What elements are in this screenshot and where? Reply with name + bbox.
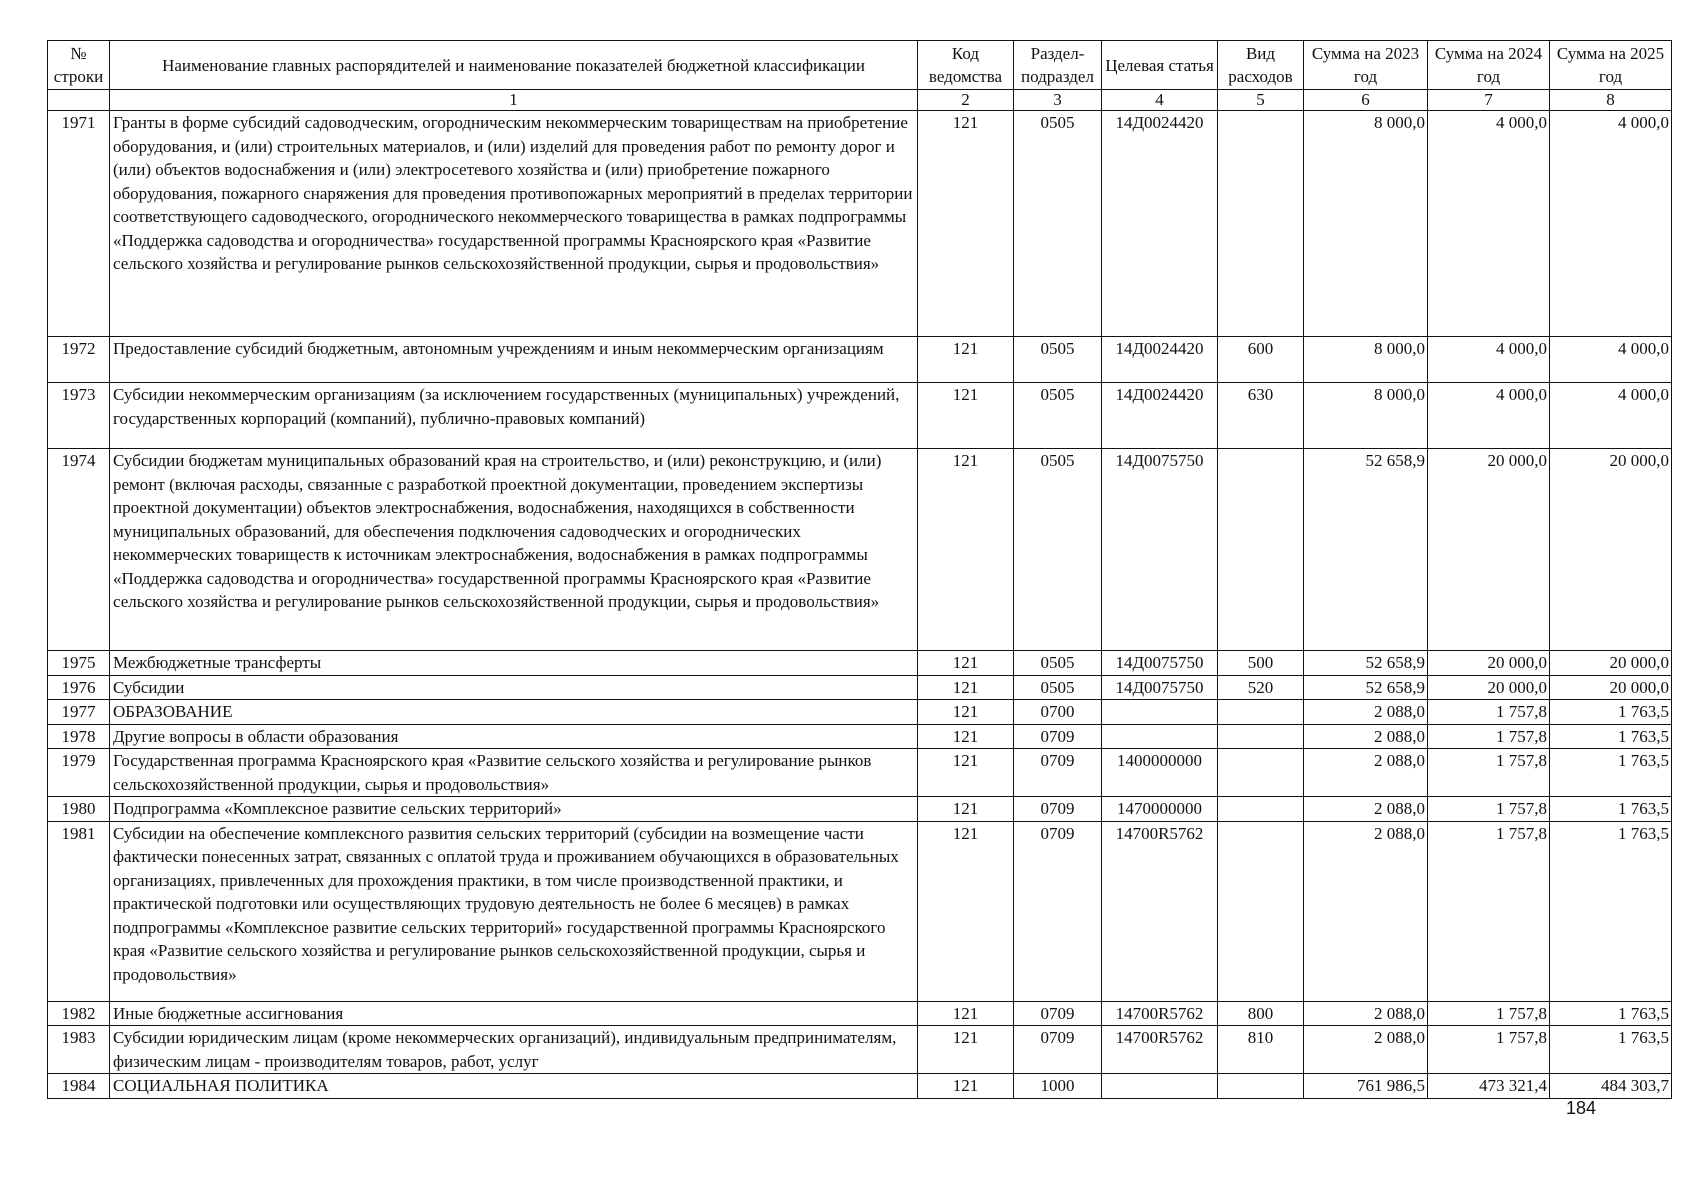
department-code: 121 [918, 797, 1014, 822]
sum-2024: 20 000,0 [1428, 675, 1550, 700]
table-body [48, 111, 1672, 1099]
target-article: 14700R5762 [1102, 821, 1218, 1001]
sum-2023: 2 088,0 [1304, 724, 1428, 749]
expense-kind [1218, 449, 1304, 651]
row-number: 1973 [48, 383, 110, 449]
table-row [48, 383, 1672, 449]
row-number: 1982 [48, 1001, 110, 1026]
row-number: 1974 [48, 449, 110, 651]
department-code: 121 [918, 449, 1014, 651]
sum-2024: 473 321,4 [1428, 1074, 1550, 1099]
sum-2023: 2 088,0 [1304, 821, 1428, 1001]
row-name: Гранты в форме субсидий садоводческим, огородническим некоммерческим товариществам на приобретение оборудования, и (или) строительных материалов, и (или) изделий для проведения работ по ремонту дорог и (или) объектов водоснабжения и (или) электросетевого хозяйства и (или) приобретение пожарного оборудования, пожарного снаряжения для проведения противопожарных мероприятий в пределах территории соответствующего садоводческого, огороднического некоммерческого товарищества в рамках подпрограммы «Поддержка садоводства и огородничества» государственной программы Красноярского края «Развитие сельского хозяйства и регулирование рынков сельскохозяйственной продукции, сырья и продовольствия» [110, 111, 918, 337]
column-number: 2 [918, 90, 1014, 111]
row-number: 1983 [48, 1026, 110, 1074]
sum-2025: 1 763,5 [1550, 797, 1672, 822]
target-article: 14Д0075750 [1102, 651, 1218, 676]
sum-2023: 761 986,5 [1304, 1074, 1428, 1099]
sum-2025: 20 000,0 [1550, 449, 1672, 651]
column-number-row [48, 90, 1672, 111]
department-code: 121 [918, 337, 1014, 383]
section-code: 0709 [1014, 1026, 1102, 1074]
page-number: 184 [1566, 1098, 1597, 1118]
expense-kind: 600 [1218, 337, 1304, 383]
target-article: 1400000000 [1102, 749, 1218, 797]
table-row [48, 724, 1672, 749]
sum-2023: 52 658,9 [1304, 675, 1428, 700]
sum-2023: 52 658,9 [1304, 449, 1428, 651]
target-article [1102, 700, 1218, 725]
sum-2023: 8 000,0 [1304, 383, 1428, 449]
row-name: Другие вопросы в области образования [110, 724, 918, 749]
header-row [48, 41, 1672, 90]
expense-kind [1218, 111, 1304, 337]
sum-2023: 8 000,0 [1304, 337, 1428, 383]
sum-2024: 1 757,8 [1428, 797, 1550, 822]
sum-2025: 484 303,7 [1550, 1074, 1672, 1099]
row-name: Субсидии бюджетам муниципальных образований края на строительство, и (или) реконструкцию, и (или) ремонт (включая расходы, связанные с разработкой проектной документации, проведением экспертизы проектной документации) объектов электроснабжения, водоснабжения, находящихся в собственности муниципальных образований, для обеспечения подключения садоводческих и огороднических некоммерческих товариществ к источникам электроснабжения, водоснабжения в рамках подпрограммы «Поддержка садоводства и огородничества» государственной программы Красноярского края «Развитие сельского хозяйства и регулирование рынков сельскохозяйственной продукции, сырья и продовольствия» [110, 449, 918, 651]
section-code: 0505 [1014, 337, 1102, 383]
sum-2025: 1 763,5 [1550, 724, 1672, 749]
sum-2023: 2 088,0 [1304, 749, 1428, 797]
row-number: 1975 [48, 651, 110, 676]
department-code: 121 [918, 724, 1014, 749]
sum-2024: 1 757,8 [1428, 724, 1550, 749]
expense-kind [1218, 700, 1304, 725]
row-name: СОЦИАЛЬНАЯ ПОЛИТИКА [110, 1074, 918, 1099]
header-name: Наименование главных распорядителей и наименование показателей бюджетной классификации [110, 41, 918, 90]
header-section: Раздел-подраздел [1014, 41, 1102, 90]
sum-2024: 4 000,0 [1428, 337, 1550, 383]
target-article: 1470000000 [1102, 797, 1218, 822]
row-number: 1980 [48, 797, 110, 822]
row-name: Предоставление субсидий бюджетным, автономным учреждениям и иным некоммерческим организациям [110, 337, 918, 383]
target-article [1102, 1074, 1218, 1099]
sum-2025: 4 000,0 [1550, 111, 1672, 337]
table-row [48, 1074, 1672, 1099]
sum-2025: 20 000,0 [1550, 651, 1672, 676]
expense-kind [1218, 749, 1304, 797]
table-row [48, 797, 1672, 822]
department-code: 121 [918, 1001, 1014, 1026]
row-name: Иные бюджетные ассигнования [110, 1001, 918, 1026]
sum-2023: 2 088,0 [1304, 1026, 1428, 1074]
table-row [48, 651, 1672, 676]
target-article: 14Д0024420 [1102, 111, 1218, 337]
row-number: 1972 [48, 337, 110, 383]
sum-2025: 1 763,5 [1550, 1001, 1672, 1026]
row-number: 1977 [48, 700, 110, 725]
row-name: Субсидии на обеспечение комплексного развития сельских территорий (субсидии на возмещение части фактически понесенных затрат, связанных с оплатой труда и проживанием обучающихся в образовательных организациях, привлеченных для прохождения практики, в том числе производственной практики, и практической подготовки или осуществляющих трудовую деятельность не более 6 месяцев) в рамках подпрограммы «Комплексное развитие сельских территорий» государственной программы Красноярского края «Развитие сельского хозяйства и регулирование рынков сельскохозяйственной продукции, сырья и продовольствия» [110, 821, 918, 1001]
sum-2024: 20 000,0 [1428, 449, 1550, 651]
header-department-code: Код ведомства [918, 41, 1014, 90]
sum-2025: 20 000,0 [1550, 675, 1672, 700]
budget-table [47, 40, 1672, 1099]
header-row-number: № строки [48, 41, 110, 90]
table-row [48, 1001, 1672, 1026]
section-code: 0700 [1014, 700, 1102, 725]
table-row [48, 700, 1672, 725]
row-number: 1984 [48, 1074, 110, 1099]
row-name: Межбюджетные трансферты [110, 651, 918, 676]
expense-kind: 630 [1218, 383, 1304, 449]
expense-kind: 500 [1218, 651, 1304, 676]
expense-kind: 810 [1218, 1026, 1304, 1074]
header-target-article: Целевая статья [1102, 41, 1218, 90]
target-article [1102, 724, 1218, 749]
section-code: 0709 [1014, 1001, 1102, 1026]
department-code: 121 [918, 821, 1014, 1001]
table-row [48, 449, 1672, 651]
expense-kind [1218, 821, 1304, 1001]
sum-2023: 2 088,0 [1304, 700, 1428, 725]
section-code: 0505 [1014, 449, 1102, 651]
section-code: 0505 [1014, 383, 1102, 449]
expense-kind [1218, 797, 1304, 822]
sum-2024: 4 000,0 [1428, 111, 1550, 337]
department-code: 121 [918, 700, 1014, 725]
row-number: 1981 [48, 821, 110, 1001]
row-number: 1979 [48, 749, 110, 797]
section-code: 0709 [1014, 821, 1102, 1001]
column-number: 6 [1304, 90, 1428, 111]
target-article: 14700R5762 [1102, 1026, 1218, 1074]
row-name: Субсидии юридическим лицам (кроме некоммерческих организаций), индивидуальным предпринимателям, физическим лицам - производителям товаров, работ, услуг [110, 1026, 918, 1074]
column-number: 5 [1218, 90, 1304, 111]
section-code: 0709 [1014, 749, 1102, 797]
sum-2024: 1 757,8 [1428, 749, 1550, 797]
table-row [48, 111, 1672, 337]
table-row [48, 821, 1672, 1001]
row-number: 1978 [48, 724, 110, 749]
header-expense-kind: Вид расходов [1218, 41, 1304, 90]
target-article: 14700R5762 [1102, 1001, 1218, 1026]
sum-2023: 2 088,0 [1304, 1001, 1428, 1026]
target-article: 14Д0075750 [1102, 449, 1218, 651]
department-code: 121 [918, 1074, 1014, 1099]
row-name: ОБРАЗОВАНИЕ [110, 700, 918, 725]
sum-2023: 52 658,9 [1304, 651, 1428, 676]
sum-2023: 2 088,0 [1304, 797, 1428, 822]
expense-kind: 520 [1218, 675, 1304, 700]
header-sum-2024: Сумма на 2024 год [1428, 41, 1550, 90]
section-code: 1000 [1014, 1074, 1102, 1099]
section-code: 0505 [1014, 111, 1102, 337]
sum-2024: 1 757,8 [1428, 1001, 1550, 1026]
department-code: 121 [918, 111, 1014, 337]
header-sum-2025: Сумма на 2025 год [1550, 41, 1672, 90]
sum-2025: 1 763,5 [1550, 821, 1672, 1001]
sum-2024: 1 757,8 [1428, 700, 1550, 725]
sum-2025: 1 763,5 [1550, 749, 1672, 797]
expense-kind [1218, 724, 1304, 749]
expense-kind [1218, 1074, 1304, 1099]
column-number-blank [48, 90, 110, 111]
sum-2024: 1 757,8 [1428, 821, 1550, 1001]
row-number: 1971 [48, 111, 110, 337]
section-code: 0709 [1014, 797, 1102, 822]
table-row [48, 749, 1672, 797]
sum-2024: 4 000,0 [1428, 383, 1550, 449]
department-code: 121 [918, 383, 1014, 449]
column-number: 7 [1428, 90, 1550, 111]
column-number: 3 [1014, 90, 1102, 111]
row-name: Подпрограмма «Комплексное развитие сельских территорий» [110, 797, 918, 822]
sum-2024: 1 757,8 [1428, 1026, 1550, 1074]
row-name: Субсидии [110, 675, 918, 700]
target-article: 14Д0075750 [1102, 675, 1218, 700]
sum-2025: 1 763,5 [1550, 1026, 1672, 1074]
department-code: 121 [918, 749, 1014, 797]
sum-2025: 4 000,0 [1550, 337, 1672, 383]
row-name: Субсидии некоммерческим организациям (за исключением государственных (муниципальных) учреждений, государственных корпораций (компаний), публично-правовых компаний) [110, 383, 918, 449]
table-row [48, 675, 1672, 700]
column-number: 8 [1550, 90, 1672, 111]
sum-2024: 20 000,0 [1428, 651, 1550, 676]
section-code: 0505 [1014, 675, 1102, 700]
target-article: 14Д0024420 [1102, 337, 1218, 383]
header-sum-2023: Сумма на 2023 год [1304, 41, 1428, 90]
sum-2025: 1 763,5 [1550, 700, 1672, 725]
department-code: 121 [918, 651, 1014, 676]
target-article: 14Д0024420 [1102, 383, 1218, 449]
row-number: 1976 [48, 675, 110, 700]
table-row [48, 1026, 1672, 1074]
expense-kind: 800 [1218, 1001, 1304, 1026]
department-code: 121 [918, 675, 1014, 700]
table-row [48, 337, 1672, 383]
section-code: 0709 [1014, 724, 1102, 749]
sum-2025: 4 000,0 [1550, 383, 1672, 449]
row-name: Государственная программа Красноярского края «Развитие сельского хозяйства и регулирование рынков сельскохозяйственной продукции, сырья и продовольствия» [110, 749, 918, 797]
section-code: 0505 [1014, 651, 1102, 676]
column-number: 4 [1102, 90, 1218, 111]
department-code: 121 [918, 1026, 1014, 1074]
column-number: 1 [110, 90, 918, 111]
sum-2023: 8 000,0 [1304, 111, 1428, 337]
